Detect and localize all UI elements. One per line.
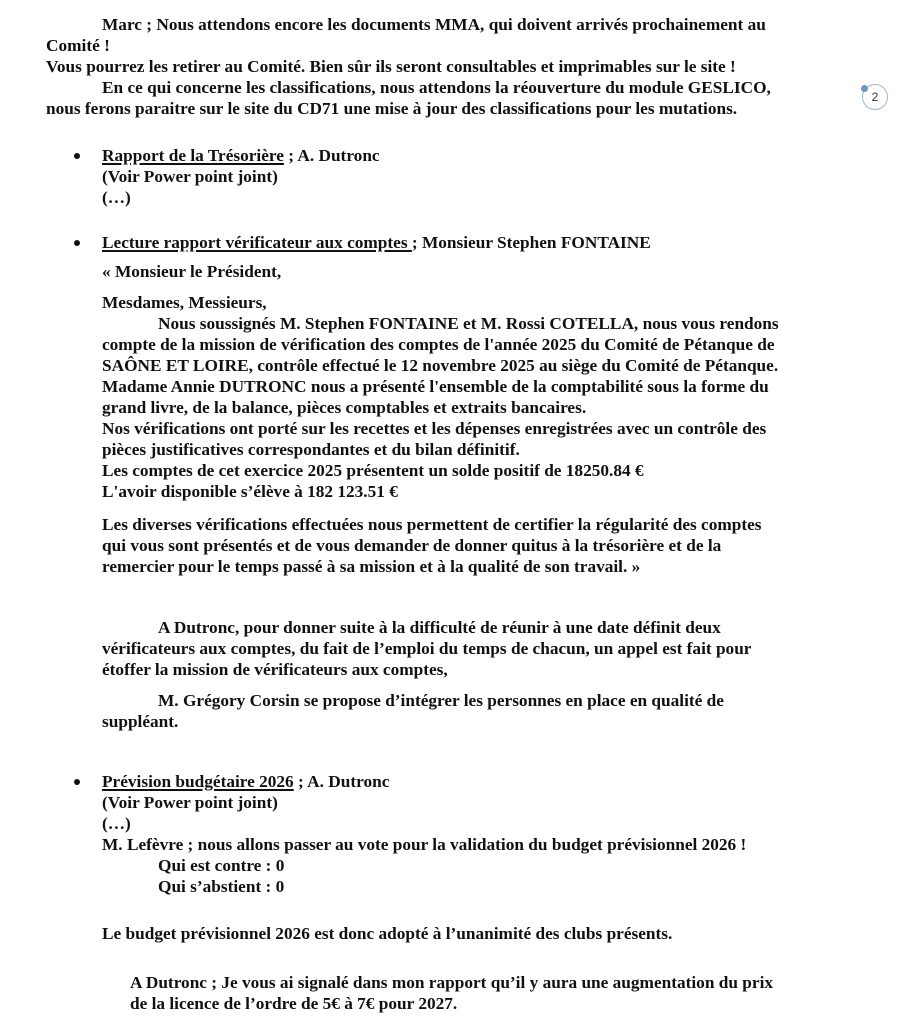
intro-line-5: nous ferons paraitre sur le site du CD71 une mise à jour des classifications pour les mutations. [46, 99, 738, 118]
report-line: SAÔNE ET LOIRE, contrôle effectué le 12 novembre 2025 au siège du Comité de Pétanque. [102, 356, 779, 375]
corsin-line: suppléant. [102, 712, 179, 731]
budget-adopted: Le budget prévisionnel 2026 est donc adopté à l’unanimité des clubs présents. [102, 924, 673, 943]
licence-line: de la licence de l’ordre de 5€ à 7€ pour 2027. [130, 994, 458, 1013]
vote-contre: Qui est contre : 0 [158, 856, 285, 875]
report-line: compte de la mission de vérification des comptes de l'année 2025 du Comité de Pétanque de [102, 335, 775, 354]
bullet-icon [74, 153, 80, 159]
section-verificateur-title: Lecture rapport vérificateur aux comptes [102, 233, 412, 252]
budget-line-1: (Voir Power point joint) [102, 793, 278, 812]
report-line-avoir: L'avoir disponible s’élève à 182 123.51 € [102, 482, 398, 501]
salutation-1: « Monsieur le Président, [102, 262, 282, 281]
bullet-icon [74, 779, 80, 785]
comment-marker[interactable] [862, 84, 888, 110]
section-budget-speaker: ; A. Dutronc [293, 772, 390, 791]
comment-number: 2 [871, 90, 879, 104]
appeal-line: vérificateurs aux comptes, du fait de l’emploi du temps de chacun, un appel est fait pour [102, 639, 752, 658]
budget-vote-intro: M. Lefèvre ; nous allons passer au vote pour la validation du budget prévisionnel 2026 ! [102, 835, 747, 854]
section-tresoriere-heading [102, 145, 380, 166]
appeal-line: A Dutronc, pour donner suite à la difficulté de réunir à une date définit deux [158, 618, 721, 637]
section-budget-heading [102, 771, 389, 792]
vote-abstient: Qui s’abstient : 0 [158, 877, 285, 896]
bullet-icon [74, 240, 80, 246]
report-line-solde: Les comptes de cet exercice 2025 présentent un solde positif de 18250.84 € [102, 461, 644, 480]
section-budget-title: Prévision budgétaire 2026 [102, 772, 294, 791]
tresoriere-line-2: (…) [102, 188, 131, 207]
report-line: Nous soussignés M. Stephen FONTAINE et M. Rossi COTELLA, nous vous rendons [158, 314, 779, 333]
licence-line: A Dutronc ; Je vous ai signalé dans mon rapport qu’il y aura une augmentation du prix [130, 973, 774, 992]
report-line: grand livre, de la balance, pièces comptables et extraits bancaires. [102, 398, 587, 417]
section-verificateur-heading [102, 232, 651, 253]
section-tresoriere-speaker: ; A. Dutronc [283, 146, 380, 165]
comment-dot-icon [861, 85, 868, 92]
report-line: Nos vérifications ont porté sur les recettes et les dépenses enregistrées avec un contrôle des [102, 419, 767, 438]
intro-line-2: Comité ! [46, 36, 110, 55]
section-verificateur-speaker: ; Monsieur Stephen FONTAINE [411, 233, 651, 252]
corsin-line: M. Grégory Corsin se propose d’intégrer les personnes en place en qualité de [158, 691, 724, 710]
tresoriere-line-1: (Voir Power point joint) [102, 167, 278, 186]
intro-line-3: Vous pourrez les retirer au Comité. Bien sûr ils seront consultables et imprimables sur le site ! [46, 57, 736, 76]
conclusion-line: remercier pour le temps passé à sa mission et à la qualité de son travail. » [102, 557, 641, 576]
intro-line-1: Marc ; Nous attendons encore les documents MMA, qui doivent arrivés prochainement au [102, 15, 766, 34]
report-line: Madame Annie DUTRONC nous a présenté l'ensemble de la comptabilité sous la forme du [102, 377, 769, 396]
intro-line-4: En ce qui concerne les classifications, nous attendons la réouverture du module GESLICO, [102, 78, 771, 97]
salutation-2: Mesdames, Messieurs, [102, 293, 267, 312]
conclusion-line: Les diverses vérifications effectuées nous permettent de certifier la régularité des comptes [102, 515, 762, 534]
report-line: pièces justificatives correspondantes et du bilan définitif. [102, 440, 520, 459]
conclusion-line: qui vous sont présentés et de vous demander de donner quitus à la trésorière et de la [102, 536, 722, 555]
section-tresoriere-title: Rapport de la Trésorière [102, 146, 284, 165]
budget-line-2: (…) [102, 814, 131, 833]
appeal-line: étoffer la mission de vérificateurs aux comptes, [102, 660, 448, 679]
